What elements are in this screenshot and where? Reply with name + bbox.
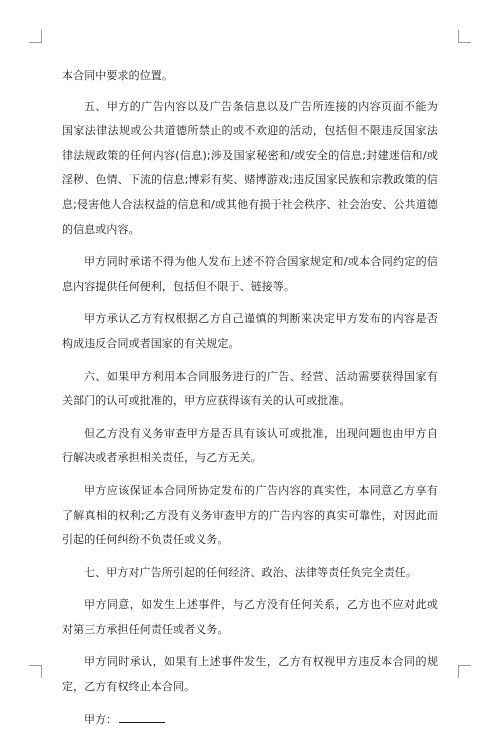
paragraph-clause-6: 六、如果甲方利用本合同服务进行的广告、经营、活动需要获得国家有关部门的认可或批准的，甲方应获得该有关的认可或批准。 <box>62 369 438 408</box>
paragraph-clause-7-agreement: 甲方同意，如发生上述事件，与乙方没有任何关系，乙方也不应对此或对第三方承担任何责任或者义务。 <box>62 598 438 636</box>
paragraph-clause-5-acknowledgement: 甲方承认乙方有权根据乙方自己谨慎的判断来决定甲方发布的内容是否构成违反合同或者国家的有关规定。 <box>62 312 438 350</box>
paragraph-clause-5: 五、甲方的广告内容以及广告条信息以及广告所连接的内容页面不能为国家法律法规或公共道德所禁止的或不欢迎的活动，包括但不限违反国家法律法规政策的任何内容(信息);涉及国家秘密和/或安全的信息;封建迷信和/或淫秽、色情、下流的信息;博彩有奖、赌博游戏;违反国家民族和宗教政策的信息;侵害他人合法权益的信息和/或其他有损于社会秩序、社会治安、公共道德的信息或内容。 <box>62 99 438 236</box>
crop-mark-bottom-right <box>458 665 471 678</box>
signature-line <box>62 708 438 732</box>
paragraph-continuation: 本合同中要求的位置。 <box>62 69 173 82</box>
crop-mark-top-right <box>458 30 471 43</box>
crop-mark-top-left <box>29 30 42 43</box>
paragraph-clause-7: 七、甲方对广告所引起的任何经济、政治、法律等责任负完全责任。 <box>84 565 417 579</box>
paragraph-clause-5-commitment: 甲方同时承诺不得为他人发布上述不符合国家规定和/或本合同约定的信息内容提供任何便利，包括但不限于、链接等。 <box>62 255 438 293</box>
paragraph-clause-6-review: 但乙方没有义务审查甲方是否具有该认可或批准，出现问题也由甲方自行解决或者承担相关责任，与乙方无关。 <box>62 426 438 465</box>
crop-mark-bottom-left <box>29 665 42 678</box>
paragraph-clause-6-authenticity: 甲方应该保证本合同所协定发布的广告内容的真实性，本同意乙方享有了解真相的权利;乙方没有义务审查甲方的广告内容的真实可靠性，对因此而引起的任何纠纷不负责任或义务。 <box>62 483 438 547</box>
paragraph-clause-7-termination: 甲方同时承认，如果有上述事件发生，乙方有权视甲方违反本合同的规定，乙方有权终止本合同。 <box>62 655 438 694</box>
signature-label: 甲方： <box>84 712 117 726</box>
document-body <box>62 64 438 732</box>
signature-blank <box>119 712 165 723</box>
